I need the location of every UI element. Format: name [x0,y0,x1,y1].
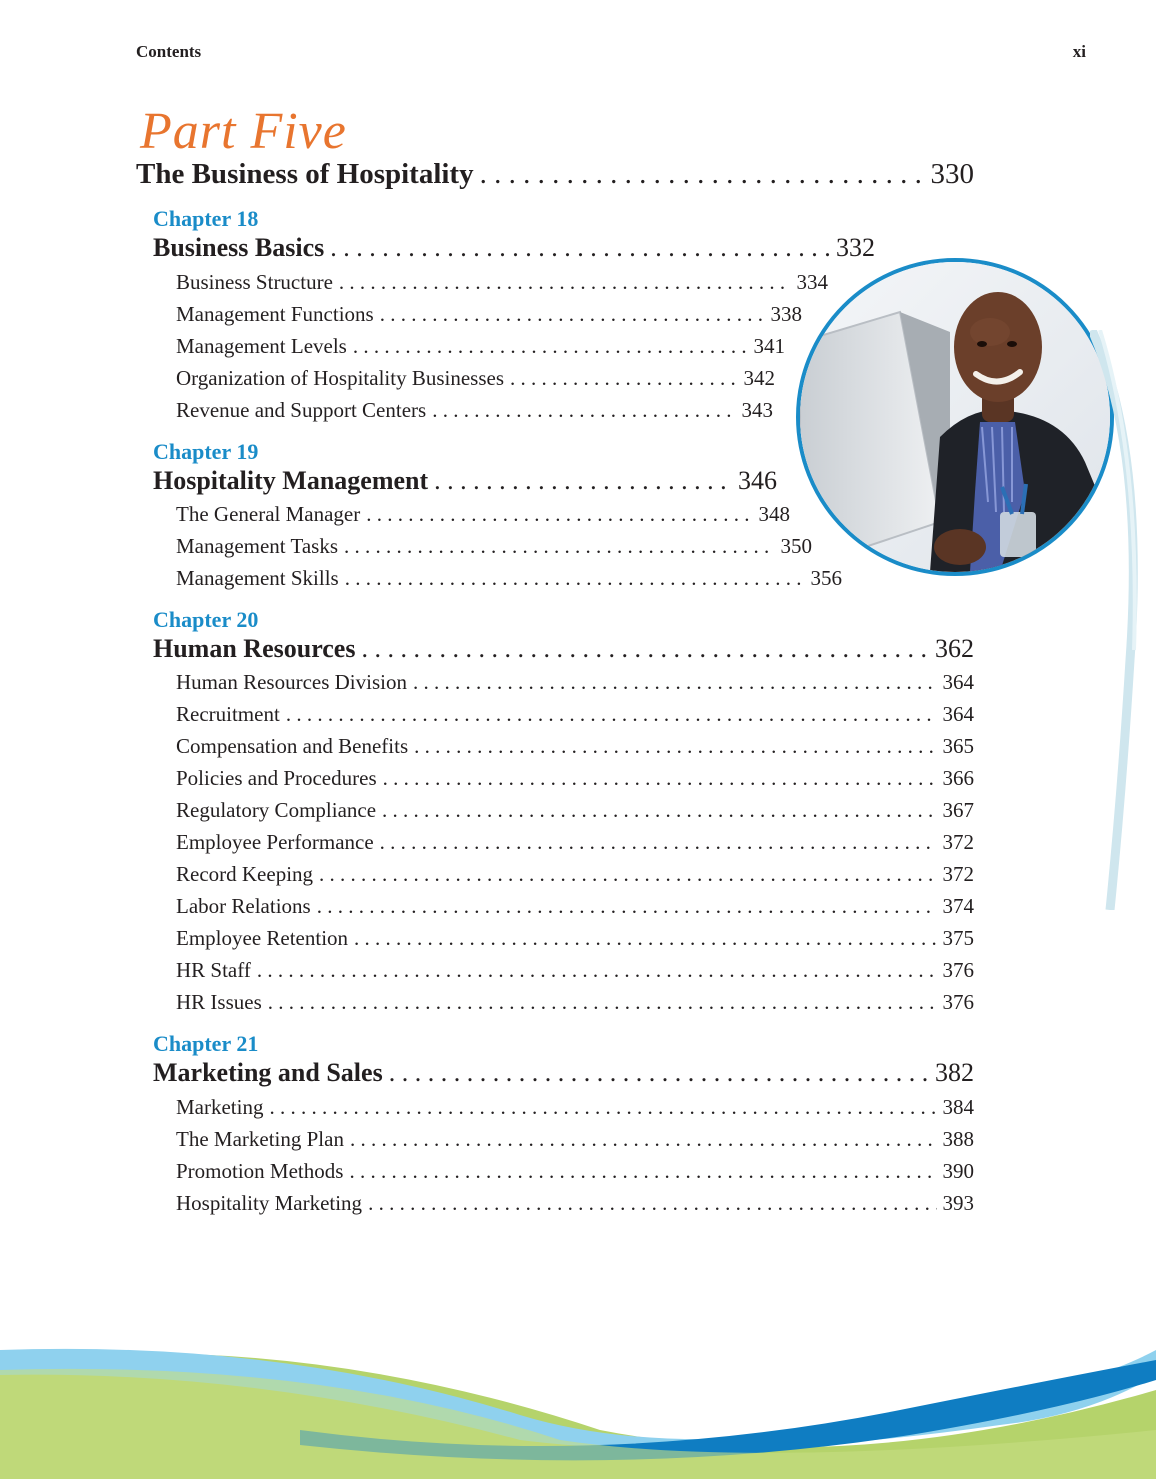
section-page: 366 [942,766,974,790]
section-row[interactable] [176,862,974,887]
section-title: Labor Relations [176,894,311,918]
chapter-title: Marketing and Sales [153,1058,383,1087]
section-page: 334 [796,270,828,294]
section-page: 350 [780,534,812,558]
section-row[interactable] [176,958,974,983]
chapter-page: 362 [935,634,974,663]
section-title: Revenue and Support Centers [176,398,427,422]
leader-dots [510,366,738,391]
section-row[interactable] [176,502,790,527]
section-row[interactable] [176,734,974,759]
leader-dots [330,233,830,263]
section-page: 348 [758,502,790,526]
part-page: 330 [930,158,974,190]
section-page: 338 [770,302,802,326]
leader-dots [339,270,791,295]
section-title: Management Functions [176,302,374,326]
section-page: 364 [942,670,974,694]
section-row[interactable] [176,1159,974,1184]
section-title: Policies and Procedures [176,766,377,790]
section-row[interactable] [176,798,974,823]
leader-dots [368,1191,936,1216]
chapter-title-row[interactable] [153,233,875,263]
chapter-label: Chapter 21 [153,1031,259,1056]
section-row[interactable] [176,270,828,295]
section-row[interactable] [176,926,974,951]
section-title: Management Tasks [176,534,339,558]
section-row[interactable] [176,1095,974,1120]
chapter-page: 346 [738,466,777,495]
section-page: 365 [942,734,974,758]
section-title: The General Manager [176,502,361,526]
leader-dots [350,1127,937,1152]
decorative-wave [0,1320,1156,1479]
page-number: xi [1072,42,1086,61]
leader-dots [345,566,805,591]
leader-dots [434,466,732,496]
leader-dots [286,702,937,727]
section-row[interactable] [176,830,974,855]
section-page: 384 [942,1095,974,1119]
section-row[interactable] [176,534,812,559]
section-title: The Marketing Plan [176,1127,344,1151]
section-page: 372 [942,830,974,854]
leader-dots [432,398,735,423]
section-page: 393 [942,1191,974,1215]
section-row[interactable] [176,302,802,327]
businessman-at-computer-photo [796,258,1114,576]
leader-dots [317,894,937,919]
section-row[interactable] [176,398,773,423]
section-row[interactable] [176,1127,974,1152]
part-label: Part Five [140,103,347,160]
section-title: Marketing [176,1095,264,1119]
section-page: 364 [942,702,974,726]
leader-dots [413,670,937,695]
section-row[interactable] [176,894,974,919]
part-title-row[interactable] [136,158,974,191]
leader-dots [353,334,748,359]
section-title: Recruitment [176,702,280,726]
section-page: 390 [942,1159,974,1183]
chapter-title: Business Basics [153,233,325,262]
section-title: Human Resources Division [176,670,407,694]
section-title: Regulatory Compliance [176,798,377,822]
leader-dots [354,926,936,951]
section-title: Employee Retention [176,926,349,950]
leader-dots [349,1159,936,1184]
leader-dots [257,958,937,983]
section-row[interactable] [176,366,775,391]
section-row[interactable] [176,334,785,359]
section-title: Record Keeping [176,862,314,886]
section-title: HR Issues [176,990,262,1014]
section-title: Promotion Methods [176,1159,344,1183]
chapter-label: Chapter 18 [153,206,259,231]
leader-dots [319,862,936,887]
section-row[interactable] [176,1191,974,1216]
section-row[interactable] [176,670,974,695]
decorative-swirl [1090,330,1150,910]
section-title: Employee Performance [176,830,374,854]
leader-dots [414,734,936,759]
chapter-label: Chapter 20 [153,607,259,632]
section-title: Business Structure [176,270,333,294]
section-page: 376 [942,990,974,1014]
leader-dots [380,302,765,327]
chapter-title-row[interactable] [153,466,777,496]
leader-dots [389,1058,929,1088]
leader-dots [361,634,929,664]
chapter-title: Hospitality Management [153,466,429,495]
leader-dots [382,798,936,823]
section-page: 341 [753,334,785,358]
section-page: 372 [942,862,974,886]
leader-dots [366,502,752,527]
section-row[interactable] [176,990,974,1015]
photo-illustration [800,262,1110,572]
section-title: HR Staff [176,958,251,982]
chapter-page: 382 [935,1058,974,1087]
chapter-title: Human Resources [153,634,356,663]
section-title: Management Skills [176,566,339,590]
section-page: 342 [743,366,775,390]
running-header-left: Contents [136,42,202,61]
section-row[interactable] [176,766,974,791]
section-row[interactable] [176,566,842,591]
chapter-title-row[interactable] [153,1058,974,1088]
leader-dots [383,766,937,791]
chapter-label: Chapter 19 [153,439,259,464]
section-page: 343 [741,398,773,422]
section-page: 388 [942,1127,974,1151]
chapter-title-row[interactable] [153,634,974,664]
leader-dots [268,990,937,1015]
section-title: Compensation and Benefits [176,734,409,758]
section-title: Management Levels [176,334,347,358]
section-title: Hospitality Marketing [176,1191,363,1215]
section-title: Organization of Hospitality Businesses [176,366,504,390]
section-row[interactable] [176,702,974,727]
leader-dots [480,158,925,191]
section-page: 376 [942,958,974,982]
section-page: 367 [942,798,974,822]
leader-dots [380,830,937,855]
part-title: The Business of Hospitality [136,158,474,190]
section-page: 356 [810,566,842,590]
leader-dots [269,1095,936,1120]
chapter-page: 332 [836,233,875,262]
section-page: 374 [942,894,974,918]
leader-dots [344,534,774,559]
section-page: 375 [942,926,974,950]
